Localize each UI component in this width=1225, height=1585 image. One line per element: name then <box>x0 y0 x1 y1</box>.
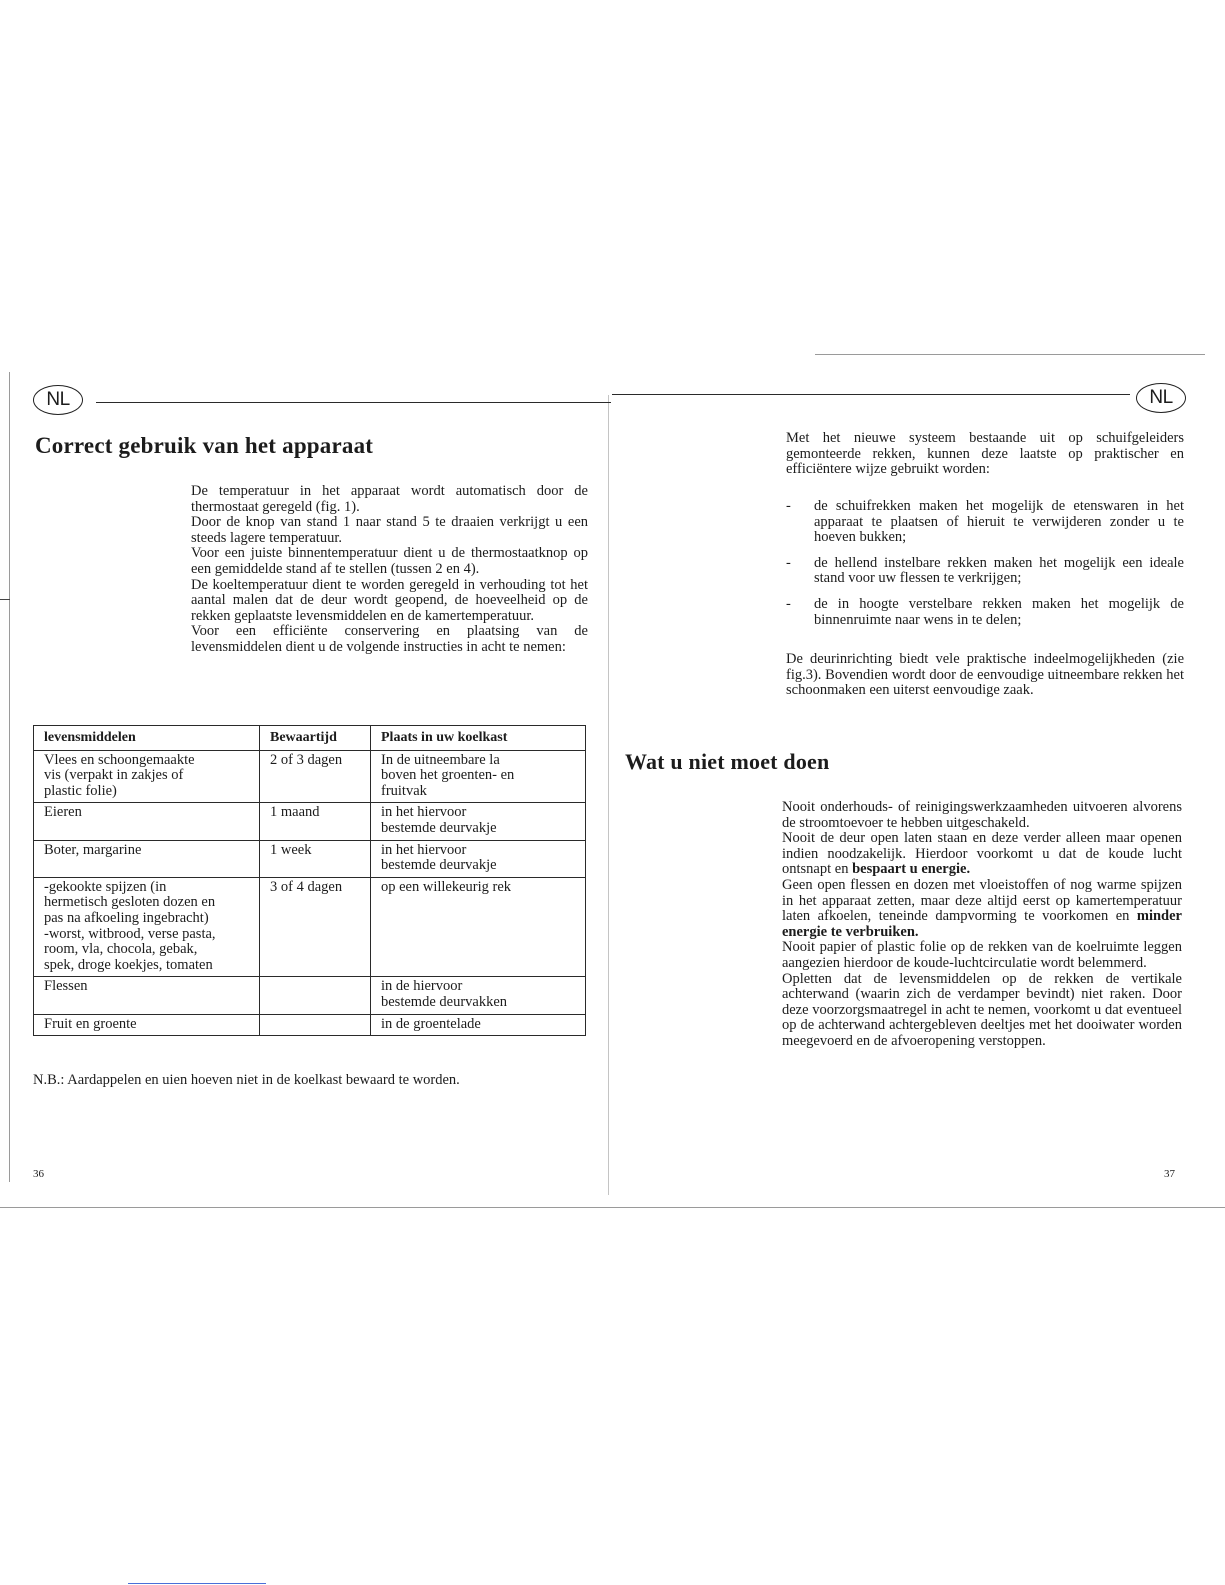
dont-list <box>782 800 1182 1050</box>
intro-paragraph: De temperatuur in het apparaat wordt automatisch door de thermostaat geregeld (fig. 1). <box>191 483 588 515</box>
table-cell: 1 maand <box>260 803 371 840</box>
dont-text: Geen open flessen en dozen met vloeistoffen of nog warme spijzen in het apparaat zetten, maar deze altijd eerst op kamertemperatuur laten afkoelen, teneinde dampvorming te voorkomen en <box>782 876 1182 925</box>
table-cell: in het hiervoor bestemde deurvakje <box>371 840 586 877</box>
page-number-left: 36 <box>33 1168 44 1180</box>
intro-paragraph: Door de knop van stand 1 naar stand 5 te draaien verkrijgt u een steeds lagere temperatuur. <box>191 514 588 546</box>
energy-saving-emphasis: bespaart u energie. <box>852 861 971 878</box>
table-row <box>34 877 586 977</box>
column-header: Bewaartijd <box>260 726 371 751</box>
intro-paragraph: Voor een juiste binnentemperatuur dient u de thermostaatknop op een gemiddelde stand af te stellen (tussen 2 en 4). <box>191 545 588 577</box>
intro-paragraph: De koeltemperatuur dient te worden geregeld in verhouding tot het aantal malen dat de deur wordt geopend, de hoeveelheid op de rekken geplaatste levensmiddelen en de kamertemperatuur. <box>191 576 588 624</box>
storage-table <box>33 725 586 1036</box>
intro-paragraph: Voor een efficiënte conservering en plaatsing van de levensmiddelen dient u de volgende instructies in acht te nemen: <box>191 623 588 655</box>
scan-edge-top <box>815 354 1205 355</box>
dont-paragraph: Opletten dat de levensmiddelen op de rekken de vertikale achterwand (waarin zich de verdamper bevindt) niet raken. Door deze voorzorgsmaatregel in acht te nemen, voorkomt u dat eventueel op de achterwand achtergebleven deeltjes met het dooiwater worden meegevoerd en de afvoeropening verstoppen. <box>782 970 1182 1049</box>
table-row <box>34 977 586 1014</box>
language-badge-left: NL <box>33 385 83 415</box>
table-row <box>34 840 586 877</box>
dont-paragraph: Nooit onderhouds- of reinigingswerkzaamheden uitvoeren alvorens de stroomtoevoer te hebben uitgeschakeld. <box>782 799 1182 831</box>
scan-edge-left <box>9 372 10 1182</box>
column-header: levensmiddelen <box>34 726 260 751</box>
bullet-dash: - <box>786 554 791 571</box>
page-heading: Correct gebruik van het apparaat <box>35 433 374 458</box>
list-item <box>786 499 1184 546</box>
list-item-text: de hellend instelbare rekken maken het mogelijk een ideale stand voor uw flessen te verkrijgen; <box>814 554 1184 587</box>
table-header-row <box>34 726 586 751</box>
storage-note: N.B.: Aardappelen en uien hoeven niet in de koelkast bewaard te worden. <box>33 1072 460 1088</box>
dont-paragraph <box>782 831 1182 878</box>
scan-mark-left <box>0 599 10 600</box>
energy-use-emphasis: minder energie te verbruiken. <box>782 908 1182 940</box>
table-cell: Fruit en groente <box>34 1014 260 1036</box>
header-rule-left <box>96 402 611 403</box>
scan-edge-bottom <box>0 1207 1225 1208</box>
list-item-text: de schuifrekken maken het mogelijk de etenswaren in het apparaat te plaatsen of hieruit te verwijderen zonder u te hoeven bukken; <box>814 498 1184 546</box>
table-cell: Vlees en schoongemaakte vis (verpakt in zakjes of plastic folie) <box>34 750 260 803</box>
shelf-feature-list <box>786 499 1184 638</box>
table-cell: in de groentelade <box>371 1014 586 1036</box>
table-cell: 3 of 4 dagen <box>260 877 371 977</box>
header-rule-right <box>612 394 1130 395</box>
table-cell: In de uitneembare la boven het groenten- en fruitvak <box>371 750 586 803</box>
bullet-dash: - <box>786 595 791 612</box>
column-header: Plaats in uw koelkast <box>371 726 586 751</box>
dont-paragraph: Nooit papier of plastic folie op de rekken van de koelruimte leggen aangezien hierdoor de koude-luchtcirculatie wordt belemmerd. <box>782 939 1182 971</box>
table-cell: Boter, margarine <box>34 840 260 877</box>
table-row <box>34 750 586 803</box>
table-cell: op een willekeurig rek <box>371 877 586 977</box>
list-item <box>786 556 1184 587</box>
shelf-system-intro: Met het nieuwe systeem bestaande uit op schuifgeleiders gemonteerde rekken, kunnen deze laatste op praktischer en efficiëntere wijze gebruikt worden: <box>786 430 1184 478</box>
table-row <box>34 803 586 840</box>
table-cell: Eieren <box>34 803 260 840</box>
table-cell: 2 of 3 dagen <box>260 750 371 803</box>
section-heading: Wat u niet moet doen <box>625 749 830 774</box>
page-gutter <box>608 395 609 1195</box>
table-cell: in het hiervoor bestemde deurvakje <box>371 803 586 840</box>
list-item-text: de in hoogte verstelbare rekken maken het mogelijk de binnenruimte naar wens in te delen; <box>814 595 1184 628</box>
language-badge-right: NL <box>1136 383 1186 413</box>
table-cell <box>260 977 371 1014</box>
table-cell: Flessen <box>34 977 260 1014</box>
dont-text: Nooit de deur open laten staan en deze verder alleen maar openen indien noodzakelijk. Hierdoor voorkomt u dat de koude lucht ontsnapt en <box>782 830 1182 878</box>
intro-text <box>191 484 588 656</box>
table-cell: in de hiervoor bestemde deurvakken <box>371 977 586 1014</box>
table-cell <box>260 1014 371 1036</box>
dont-paragraph <box>782 878 1182 940</box>
table-cell: 1 week <box>260 840 371 877</box>
bullet-dash: - <box>786 498 791 514</box>
door-layout-text: De deurinrichting biedt vele praktische indeelmogelijkheden (zie fig.3). Bovendien wordt door de eenvoudige uitneembare rekken het schoonmaken een uiterst eenvoudige zaak. <box>786 651 1184 699</box>
list-item <box>786 597 1184 628</box>
table-row <box>34 1014 586 1036</box>
table-cell: -gekookte spijzen (in hermetisch gesloten dozen en pas na afkoeling ingebracht) -worst, witbrood, verse pasta, room, vla, chocola, gebak, spek, droge koekjes, tomaten <box>34 877 260 977</box>
page-number-right: 37 <box>1164 1168 1175 1180</box>
scan-edge-bottom-blue <box>128 1583 266 1584</box>
